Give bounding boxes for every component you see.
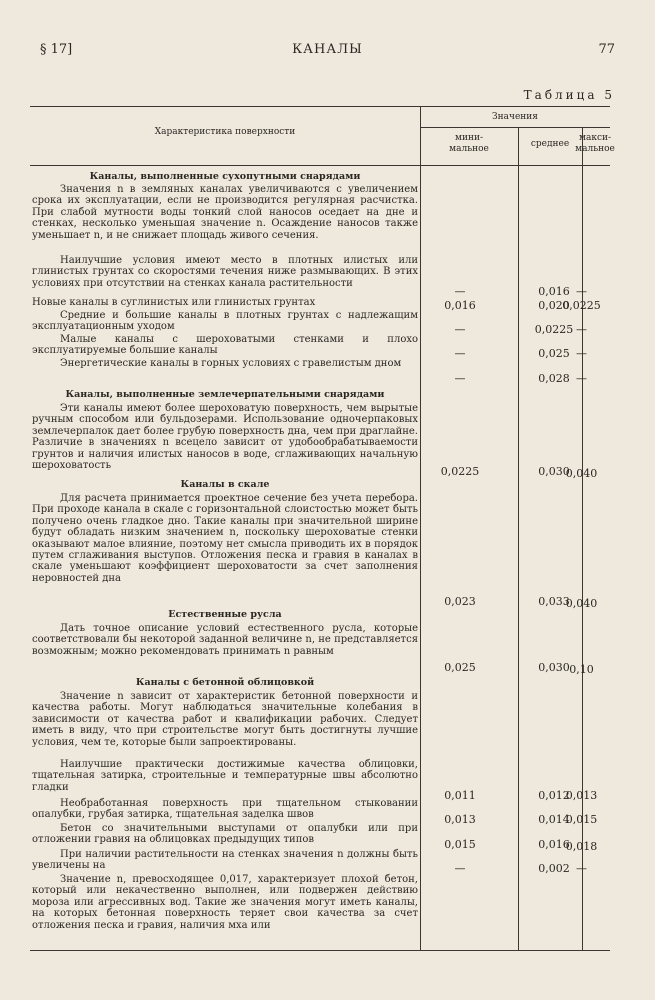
- header-min: мини- мальное: [449, 133, 489, 154]
- section-number: § 17]: [40, 42, 73, 57]
- value-max: 0,10: [569, 663, 594, 676]
- row-label: Средние и большие каналы в плотных грунтах с надлежащим эксплуатационным уходом: [32, 310, 418, 333]
- value-avg: 0,033: [538, 595, 570, 608]
- value-min: 0,011: [444, 789, 476, 802]
- page-number: 77: [598, 42, 615, 57]
- value-avg: 0,016: [538, 285, 570, 298]
- page-title: КАНАЛЫ: [292, 42, 363, 57]
- roughness-table: [30, 106, 615, 951]
- value-max: 0,040: [565, 467, 598, 480]
- value-max: —: [576, 347, 587, 360]
- section-title: Каналы в скале: [180, 479, 270, 490]
- paragraph: Для расчета принимается проектное сечение без учета перебора. При проходе канала в скале с горизонтальной слоистостью может быть получено очень гладкое дно. Такие каналы при значительной ширине будут обладать низким значением n, поскольку шероховатые стенки оказывают малое влияние, поэтому нет смысла приводить их в порядок путем сглаживания выступов. Отложения песка и гравия в каналах в скале уменьшают коэффициент шероховатости за счет заполнения неровностей дна: [32, 493, 418, 584]
- value-max: —: [576, 323, 587, 336]
- section-title: Каналы с бетонной облицовкой: [135, 677, 315, 688]
- col-divider-1: [420, 107, 421, 950]
- value-min: 0,016: [444, 299, 476, 312]
- paragraph: Значение n, превосходящее 0,017, характеризует плохой бетон, который или некачественно выполнен, или подвержен действию мороза или агрессивных вод. Такие же значения могут иметь каналы, на которых бетонная поверхность теряет свои качества за счет отложения песка и гравия, наличия мха или: [32, 874, 418, 931]
- value-max: —: [576, 372, 587, 385]
- value-min: 0,023: [444, 595, 476, 608]
- paragraph: Значения n в земляных каналах увеличиваются с увеличением срока их эксплуатации, если не производится регулярная расчистка. При слабой мутности воды тонкий слой наносов оседает на дне и стенках, несколько уменьшая значение n. Осаждение наносов также уменьшает n, и не снижает площадь живого сечения.: [32, 184, 418, 241]
- value-avg: 0,030: [538, 661, 570, 674]
- value-max: 0,0225: [562, 299, 601, 312]
- value-max: —: [576, 285, 587, 298]
- header-bottom-rule: [30, 165, 610, 166]
- header-characteristic: Характеристика поверхности: [154, 127, 296, 137]
- header-sub-divider: [420, 127, 610, 128]
- value-min: 0,025: [444, 661, 476, 674]
- value-avg: 0,014: [538, 813, 570, 826]
- paragraph: Эти каналы имеют более шероховатую поверхность, чем вырытые ручным способом или бульдозерами. Использование одночерпаковых землечерпалок дает более грубую поверхность дна, чем при драглайне. Различие в значениях n всецело зависит от удобообрабатываемости грунтов и наличия илистых наносов в воде, сглаживающих начальную шероховатость: [32, 403, 418, 472]
- value-avg: 0,002: [538, 862, 570, 875]
- table-label: Таблица 5: [523, 88, 615, 102]
- paragraph: Наилучшие практически достижимые качества облицовки, тщательная затирка, строительные и температурные швы абсолютно гладки: [32, 759, 418, 793]
- value-max: 0,040: [565, 597, 598, 610]
- value-min: —: [454, 862, 466, 875]
- value-min: 0,013: [444, 813, 476, 826]
- header-avg: среднее: [530, 139, 570, 149]
- paragraph: Дать точное описание условий естественного русла, которые соответствовали бы некоторой заданной величине n, не представляется возможным; можно рекомендовать принимать n равным: [32, 623, 418, 657]
- header-values: Значения: [492, 112, 538, 122]
- value-avg: 0,020: [538, 299, 570, 312]
- page-header: [40, 42, 615, 62]
- section-title: Каналы, выполненные сухопутными снарядами: [89, 171, 361, 182]
- value-max: 0,018: [565, 840, 598, 853]
- section-title: Естественные русла: [168, 609, 282, 620]
- value-avg: 0,025: [538, 347, 570, 360]
- value-min: —: [454, 285, 466, 298]
- col-divider-3: [582, 127, 583, 950]
- value-avg: 0,0225: [534, 323, 574, 336]
- value-avg: 0,012: [538, 789, 570, 802]
- value-max: 0,013: [565, 789, 598, 802]
- value-min: 0,015: [444, 838, 476, 851]
- row-label: Энергетические каналы в горных условиях с гравелистым дном: [60, 358, 402, 369]
- row-label: Новые каналы в суглинистых или глинистых грунтах: [32, 297, 316, 308]
- value-avg: 0,030: [538, 465, 570, 478]
- value-min: —: [454, 347, 466, 360]
- col-divider-2: [518, 127, 519, 950]
- row-label: Малые каналы с шероховатыми стенками и плохо эксплуатируемые большие каналы: [32, 334, 418, 357]
- value-min: 0,0225: [440, 465, 480, 478]
- paragraph: Бетон со значительными выступами от опалубки или при отложении гравия на облицовках предыдущих типов: [32, 823, 418, 846]
- value-avg: 0,016: [538, 838, 570, 851]
- value-max: —: [576, 862, 587, 875]
- paragraph: Необработанная поверхность при тщательном стыковании опалубки, грубая затирка, тщательная заделка швов: [32, 798, 418, 821]
- value-min: —: [454, 372, 466, 385]
- paragraph: Значение n зависит от характеристик бетонной поверхности и качества работы. Могут наблюдаться значительные колебания в зависимости от качества работ и квалификации рабочих. Следует иметь в виду, что при строительстве могут быть достигнуты лучшие условия, чем те, которые были запроектированы.: [32, 691, 418, 748]
- value-max: 0,015: [565, 813, 598, 826]
- paragraph: Наилучшие условия имеют место в плотных илистых или глинистых грунтах со скоростями течения ниже размывающих. В этих условиях при отсутствии на стенках канала растительности: [32, 255, 418, 289]
- section-title: Каналы, выполненные землечерпательными снарядами: [65, 389, 385, 400]
- paragraph: При наличии растительности на стенках значения n должны быть увеличены на: [32, 849, 418, 872]
- value-min: —: [454, 323, 466, 336]
- value-avg: 0,028: [538, 372, 570, 385]
- header-max: макси- мальное: [575, 133, 615, 154]
